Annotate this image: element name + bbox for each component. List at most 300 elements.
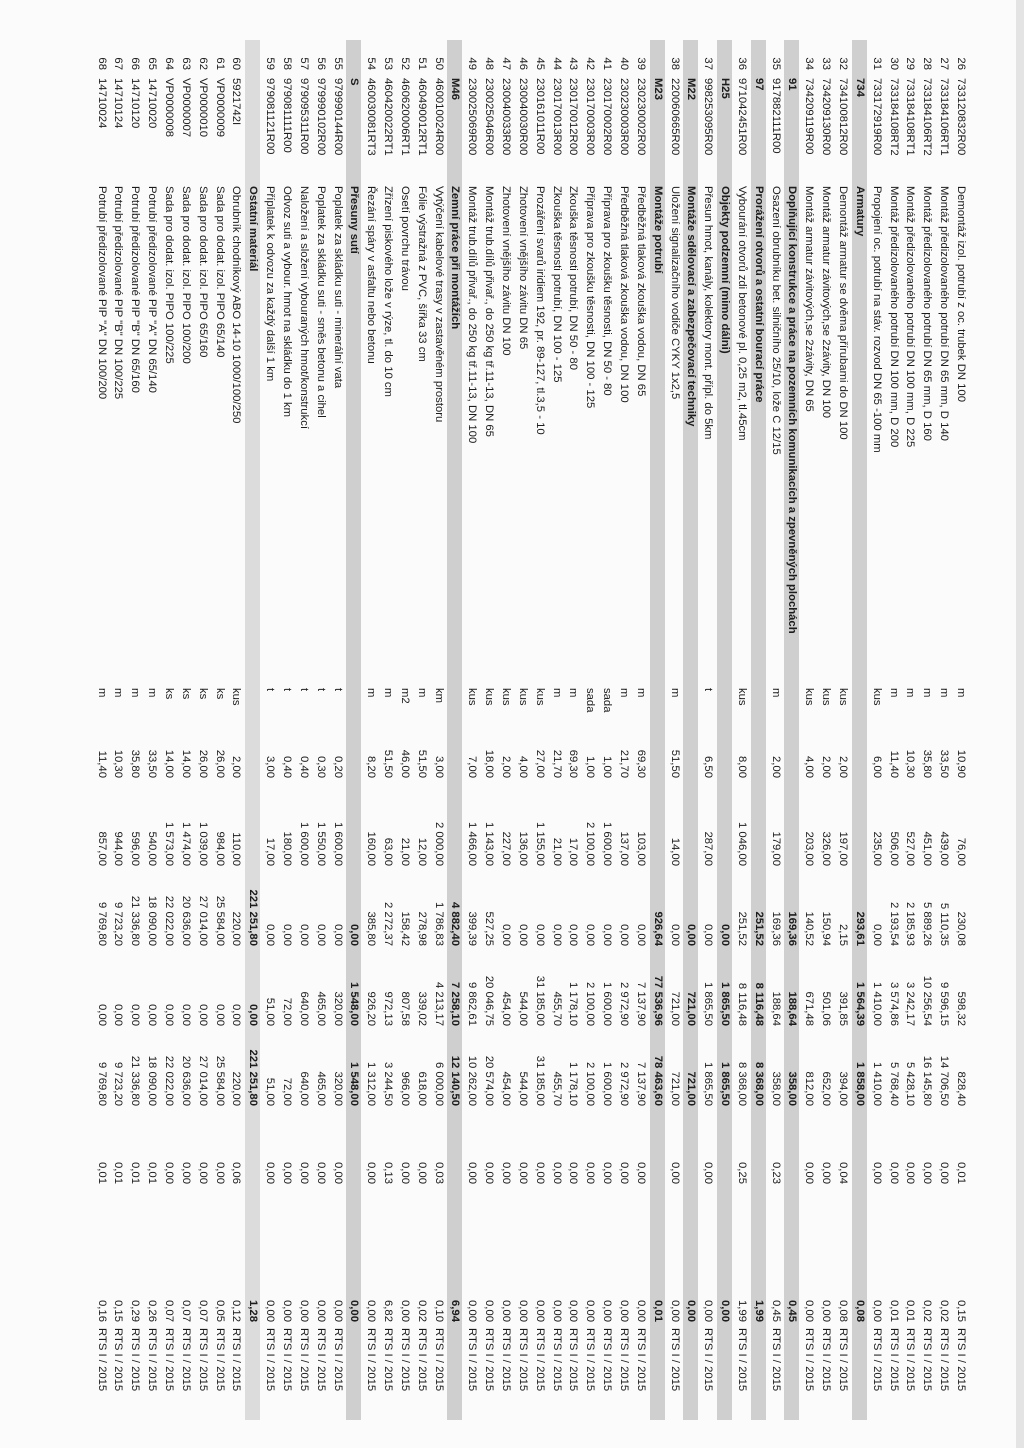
cell-total: 0,00 — [634, 924, 647, 946]
cell-desc: Příprava pro zkoušku těsnosti, DN 50 - 80 — [601, 186, 614, 396]
cell-b: 394,00 — [837, 1071, 850, 1106]
cell-qty: 1,00 — [601, 756, 614, 778]
cell-qty: 14,00 — [179, 749, 192, 778]
cell-b: 544,00 — [516, 1071, 529, 1106]
cell-a: 0,00 — [112, 1004, 125, 1026]
table-row — [296, 40, 311, 1420]
cell-code: 734 — [853, 78, 866, 97]
cell-desc: Sada pro dodat. izol. PIPO 65/160 — [196, 186, 209, 358]
cell-e: 0,45 — [769, 1300, 782, 1322]
cell-total: 5 110,35 — [938, 902, 951, 946]
cell-b: 14 706,50 — [938, 1055, 951, 1106]
cell-code: 97 — [752, 78, 765, 91]
cell-b: 9 769,80 — [95, 1062, 108, 1106]
section-header-row — [717, 40, 732, 1420]
cell-code: 14710020 — [146, 78, 159, 129]
cell-b: 25 584,00 — [213, 1055, 226, 1106]
cell-price: 1 474,00 — [179, 822, 192, 866]
cell-c: 0,00 — [803, 1162, 816, 1184]
cell-desc: Osazení obrubníku bet. silničního 25/10, lože C 12/15 — [769, 186, 782, 455]
cell-qty: 6,00 — [870, 756, 883, 778]
cell-unit: ks — [179, 688, 192, 700]
cell-price: 203,00 — [803, 831, 816, 866]
cell-b: 1 178,10 — [567, 1062, 580, 1106]
cell-unit: ks — [196, 688, 209, 700]
cell-total: 0,00 — [348, 924, 361, 946]
cell-price: 451,00 — [921, 831, 934, 866]
cell-b: 454,00 — [500, 1071, 513, 1106]
cell-b: 6 000,00 — [432, 1062, 445, 1106]
cell-a: 807,58 — [398, 991, 411, 1026]
cell-total: 399,39 — [466, 911, 479, 946]
cell-unit: m — [112, 688, 125, 698]
cell-cat: RTS I / 2015 — [281, 1328, 293, 1392]
cell-b: 27 014,00 — [196, 1055, 209, 1106]
cell-e: 0,01 — [651, 1300, 664, 1322]
table-row — [953, 40, 968, 1420]
cell-unit: m2 — [398, 688, 411, 704]
cell-price: 136,00 — [516, 831, 529, 866]
cell-code: 733184106RT2 — [921, 78, 934, 156]
cell-a: 501,06 — [820, 991, 833, 1026]
cell-desc: Montáž trub.dílů přivař., do 250 kg tř.11-13, DN 65 — [483, 186, 496, 437]
cell-a: 0,00 — [95, 1004, 108, 1026]
cell-desc: Montáž předizolovaného potrubí DN 100 mm, D 225 — [904, 186, 917, 448]
cell-code: 998253095R00 — [702, 78, 715, 156]
cell-no: 30 — [887, 57, 900, 70]
cell-qty: 4,00 — [516, 756, 529, 778]
cell-a: 1 865,50 — [702, 982, 715, 1026]
cell-desc: Příprava pro zkoušku těsnosti, DN 100 - 125 — [584, 186, 597, 409]
cell-desc: Zkouška těsnosti potrubí, DN 100 - 125 — [550, 186, 563, 383]
cell-a: 0,00 — [129, 1004, 142, 1026]
cell-cat: RTS I / 2015 — [365, 1328, 378, 1392]
cell-a: 0,00 — [163, 1004, 176, 1026]
cell-desc: Doplňující konstrukce a práce na pozemních komunikacích a zpevněných plochách — [786, 186, 799, 634]
cell-total: 527,25 — [483, 911, 496, 946]
cell-code: M46 — [449, 78, 462, 100]
cell-total: 140,52 — [803, 911, 816, 946]
table-row — [481, 40, 496, 1420]
cell-qty: 2,00 — [820, 756, 833, 778]
cell-c: 0,01 — [146, 1162, 159, 1184]
cell-b: 455,70 — [550, 1071, 563, 1106]
cell-unit: m — [955, 688, 967, 698]
table-row — [902, 40, 917, 1420]
cell-qty: 35,80 — [921, 749, 934, 778]
table-row — [700, 40, 715, 1420]
cell-price: 14,00 — [668, 837, 681, 866]
cell-c: 0,00 — [921, 1162, 934, 1184]
cell-b: 1 858,00 — [853, 1062, 866, 1106]
cell-desc: Vytýčení kabelové trasy v zastavěném prostoru — [432, 186, 445, 423]
table-row — [431, 40, 446, 1420]
cell-c: 0,03 — [432, 1162, 445, 1184]
cell-no: 43 — [567, 57, 580, 70]
cell-unit: kus — [533, 688, 546, 706]
cell-code: 917882111R00 — [769, 78, 782, 154]
cell-a: 2 100,00 — [584, 982, 597, 1026]
cell-no: 28 — [921, 57, 934, 70]
cell-e: 0,00 — [567, 1300, 580, 1322]
cell-desc: Sada pro dodat. izol. PIPO 100/200 — [179, 186, 192, 364]
cell-b: 72,00 — [281, 1077, 293, 1106]
cell-total: 9 723,20 — [112, 902, 125, 946]
cell-qty: 2,00 — [230, 756, 243, 778]
cell-unit: m — [567, 688, 580, 698]
table-row — [565, 40, 580, 1420]
cell-b: 16 145,80 — [921, 1055, 934, 1106]
cell-qty: 21,70 — [618, 749, 630, 778]
cell-c: 0,00 — [365, 1162, 378, 1184]
cell-price: 1 155,00 — [533, 822, 546, 866]
cell-c: 0,00 — [297, 1162, 310, 1184]
cell-total: 0,00 — [314, 924, 327, 946]
cell-c: 0,25 — [735, 1162, 748, 1184]
cell-cat: RTS I / 2015 — [331, 1328, 344, 1392]
section-header-row — [448, 40, 463, 1420]
cell-no: 52 — [398, 57, 411, 70]
cell-no: 51 — [415, 57, 428, 70]
cell-price: 21,00 — [550, 837, 563, 866]
cell-desc: Montáž armatur závitových,se 2závity, DN 65 — [803, 186, 816, 412]
cell-cat: RTS I / 2015 — [146, 1328, 159, 1392]
table-row — [515, 40, 530, 1420]
cell-e: 6,94 — [449, 1300, 462, 1322]
cell-b: 966,00 — [398, 1071, 411, 1106]
cell-b: 10 262,00 — [466, 1055, 479, 1106]
cell-code: 230025069R00 — [466, 78, 479, 156]
cell-qty: 0,20 — [331, 756, 344, 778]
cell-cat: RTS I / 2015 — [837, 1328, 850, 1392]
cell-price: 857,00 — [95, 831, 108, 866]
cell-code: 230025046R00 — [483, 78, 496, 156]
cell-c: 0,00 — [500, 1162, 513, 1184]
table-row — [178, 40, 193, 1420]
cell-a: 972,13 — [382, 991, 395, 1026]
cell-price: 180,00 — [281, 831, 293, 866]
cell-desc: Vybourání otvorů zdi betonové pl. 0,25 m2, tl.45cm — [735, 186, 748, 441]
cell-total: 0,00 — [533, 924, 546, 946]
cell-a: 926,20 — [365, 991, 378, 1026]
cell-no: 61 — [213, 57, 226, 70]
cell-e: 1,99 — [735, 1300, 748, 1322]
cell-price: 540,00 — [146, 831, 159, 866]
cell-no: 67 — [112, 57, 125, 70]
cell-e: 0,02 — [921, 1300, 934, 1322]
cell-a: 20 046,75 — [483, 975, 496, 1026]
cell-cat: RTS I / 2015 — [820, 1328, 833, 1392]
cell-code: 230170013R00 — [550, 78, 563, 156]
cell-qty: 51,50 — [415, 749, 428, 778]
cell-a: 3 242,17 — [904, 982, 917, 1026]
cell-a: 1 865,50 — [719, 982, 732, 1026]
cell-qty: 27,00 — [533, 749, 546, 778]
cell-c: 0,00 — [668, 1162, 681, 1184]
cell-e: 0,01 — [904, 1300, 917, 1322]
table-row — [818, 40, 833, 1420]
cell-a: 455,70 — [550, 991, 563, 1026]
cell-e: 0,08 — [837, 1300, 850, 1322]
cell-desc: Montáž předizolovaného potrubí DN 100 mm, D 200 — [887, 186, 900, 448]
cell-a: 72,00 — [281, 997, 293, 1026]
cell-cat: RTS I / 2015 — [921, 1328, 934, 1392]
cell-e: 0,00 — [550, 1300, 563, 1322]
cell-code: 460010024R00 — [432, 78, 445, 156]
cell-unit: t — [281, 688, 293, 692]
table-row — [599, 40, 614, 1420]
cell-c: 0,00 — [415, 1162, 428, 1184]
cell-cat: RTS I / 2015 — [618, 1328, 630, 1392]
cell-total: 2 193,54 — [887, 902, 900, 946]
cell-total: 1 786,83 — [432, 902, 445, 946]
cell-desc: Příplatek k odvozu za každý další 1 km — [264, 186, 277, 382]
cell-desc: Zemní práce při montážích — [449, 186, 462, 330]
cell-desc: Sada pro dodat. izol. PIPO 65/140 — [213, 186, 226, 358]
cell-total: 0,00 — [668, 924, 681, 946]
cell-no: 44 — [550, 57, 563, 70]
cell-code: 460420022RT1 — [382, 78, 395, 156]
cell-cat: RTS I / 2015 — [163, 1328, 176, 1392]
cell-no: 34 — [803, 57, 816, 70]
cell-c: 0,00 — [904, 1162, 917, 1184]
cell-b: 1 865,50 — [719, 1062, 732, 1106]
cell-a: 544,00 — [516, 991, 529, 1026]
cell-total: 2 272,37 — [382, 902, 395, 946]
cell-total: 293,61 — [853, 911, 866, 946]
cell-a: 1 410,00 — [870, 982, 883, 1026]
cell-no: 35 — [769, 57, 782, 70]
cell-total: 2 185,93 — [904, 902, 917, 946]
cell-c: 0,01 — [129, 1162, 142, 1184]
cell-no: 59 — [264, 57, 277, 70]
cell-unit: kus — [483, 688, 496, 706]
cell-no: 41 — [601, 57, 614, 70]
table-row — [228, 40, 243, 1420]
cell-code: VP0000010 — [196, 78, 209, 138]
cell-qty: 18,00 — [483, 749, 496, 778]
cell-c: 0,00 — [314, 1162, 327, 1184]
cell-desc: Montáže sdělovací a zabezpečovací techniky — [685, 186, 698, 427]
cell-cat: RTS I / 2015 — [887, 1328, 900, 1392]
cell-unit: m — [921, 688, 934, 698]
cell-price: 76,00 — [955, 837, 967, 866]
cell-a: 339,02 — [415, 991, 428, 1026]
cell-unit: m — [129, 688, 142, 698]
cell-c: 0,01 — [95, 1162, 108, 1184]
cell-qty: 2,00 — [769, 756, 782, 778]
cell-e: 0,00 — [331, 1300, 344, 1322]
cell-cat: RTS I / 2015 — [129, 1328, 142, 1392]
cell-cat: RTS I / 2015 — [904, 1328, 917, 1392]
cell-total: 25 584,00 — [213, 895, 226, 946]
cell-unit: m — [634, 688, 647, 698]
cell-no: 60 — [230, 57, 243, 70]
cell-c: 0,23 — [769, 1162, 782, 1184]
cell-c: 0,00 — [820, 1162, 833, 1184]
cell-unit: t — [314, 688, 327, 692]
cell-cat: RTS I / 2015 — [870, 1328, 883, 1392]
cell-cat: RTS I / 2015 — [382, 1328, 395, 1392]
cell-a: 10 256,54 — [921, 975, 934, 1026]
cell-unit: kus — [837, 688, 850, 706]
cell-e: 0,00 — [297, 1300, 310, 1322]
cell-a: 188,64 — [786, 991, 799, 1026]
cell-no: 46 — [516, 57, 529, 70]
cell-a: 465,00 — [314, 991, 327, 1026]
cell-a: 0,00 — [179, 1004, 192, 1026]
table-row — [279, 40, 294, 1420]
cell-code: 230170002R00 — [601, 78, 614, 156]
cell-code: 971042451R00 — [735, 78, 748, 156]
cell-no: 37 — [702, 57, 715, 70]
cell-cat: RTS I / 2015 — [112, 1328, 125, 1392]
cell-c: 0,00 — [163, 1162, 176, 1184]
cell-e: 0,00 — [483, 1300, 496, 1322]
cell-cat: RTS I / 2015 — [196, 1328, 209, 1392]
cell-a: 320,00 — [331, 991, 344, 1026]
cell-e: 0,00 — [348, 1300, 361, 1322]
cell-desc: Potrubí předizolované PIP "B" DN 65/160 — [129, 186, 142, 393]
cell-no: 68 — [95, 57, 108, 70]
cell-price: 235,00 — [870, 831, 883, 866]
cell-code: 460030081RT3 — [365, 78, 378, 156]
cell-no: 58 — [281, 57, 293, 70]
cell-desc: Prorážení otvorů a ostatní bourací práce — [752, 186, 765, 403]
cell-a: 721,00 — [668, 991, 681, 1026]
cell-a: 0,00 — [146, 1004, 159, 1026]
cell-desc: Zřízení piskového lože v rýze, tl. do 10 cm — [382, 186, 395, 397]
cell-price: 2 100,00 — [584, 822, 597, 866]
table-row — [380, 40, 395, 1420]
cell-c: 0,00 — [938, 1162, 951, 1184]
cell-price: 137,00 — [618, 831, 630, 866]
cell-cat: RTS I / 2015 — [550, 1328, 563, 1392]
cell-price: 63,00 — [382, 837, 395, 866]
cell-unit: m — [146, 688, 159, 698]
cell-cat: RTS I / 2015 — [415, 1328, 428, 1392]
cell-cat: RTS I / 2015 — [432, 1328, 445, 1392]
cell-b: 721,00 — [668, 1071, 681, 1106]
cell-cat: RTS I / 2015 — [803, 1328, 816, 1392]
cell-total: 0,00 — [500, 924, 513, 946]
table-row — [464, 40, 479, 1420]
cell-code: 230170012R00 — [567, 78, 580, 156]
table-row — [886, 40, 901, 1420]
table-row — [633, 40, 648, 1420]
cell-total: 22 022,00 — [163, 895, 176, 946]
cell-unit: m — [887, 688, 900, 698]
cell-code: M22 — [685, 78, 698, 100]
cell-code: 230161011R00 — [533, 78, 546, 155]
cell-cat: RTS I / 2015 — [668, 1328, 681, 1392]
cell-b: 1 600,00 — [601, 1062, 614, 1106]
table-row — [667, 40, 682, 1420]
cell-b: 221 251,80 — [247, 1049, 260, 1106]
cell-code: 734100812R00 — [837, 78, 850, 156]
cell-c: 0,00 — [870, 1162, 883, 1184]
cell-qty: 3,00 — [432, 756, 445, 778]
table-row — [144, 40, 159, 1420]
cell-price: 527,00 — [904, 831, 917, 866]
cell-code: 460490012RT1 — [415, 78, 428, 156]
table-row — [212, 40, 227, 1420]
cell-code: 230230003R00 — [618, 78, 630, 156]
cell-unit: m — [382, 688, 395, 698]
table-row — [532, 40, 547, 1420]
cell-e: 0,00 — [314, 1300, 327, 1322]
cell-no: 50 — [432, 57, 445, 70]
cell-qty: 51,50 — [382, 749, 395, 778]
cell-b: 7 137,90 — [634, 1062, 647, 1106]
cell-code: 733184108RT1 — [904, 78, 917, 156]
cell-desc: Ostatní materiál — [247, 186, 260, 272]
cell-total: 0,00 — [601, 924, 614, 946]
cell-cat: RTS I / 2015 — [213, 1328, 226, 1392]
cell-a: 4 213,17 — [432, 982, 445, 1026]
cell-unit: ks — [213, 688, 226, 700]
cell-total: 18 090,00 — [146, 895, 159, 946]
cell-desc: Zhotovení vnějšího závitu DN 100 — [500, 186, 513, 356]
cell-total: 5 889,26 — [921, 902, 934, 946]
cell-qty: 10,30 — [904, 749, 917, 778]
cell-no: 29 — [904, 57, 917, 70]
cell-price: 17,00 — [567, 837, 580, 866]
cell-b: 618,00 — [415, 1071, 428, 1106]
cell-b: 5 768,40 — [887, 1062, 900, 1106]
cell-b: 828,40 — [955, 1071, 967, 1106]
cell-b: 2 100,00 — [584, 1062, 597, 1106]
cell-qty: 11,40 — [95, 750, 108, 778]
cell-cat: RTS I / 2015 — [230, 1328, 243, 1392]
cell-c: 0,00 — [601, 1162, 614, 1184]
cell-unit: m — [769, 688, 782, 698]
table-row — [734, 40, 749, 1420]
cell-desc: Odvoz suti a vybour. hmot na skládku do 1 km — [281, 186, 293, 418]
cell-c: 0,00 — [466, 1162, 479, 1184]
cell-qty: 69,30 — [634, 749, 647, 778]
cell-e: 0,02 — [415, 1300, 428, 1322]
cell-total: 0,00 — [297, 924, 310, 946]
cell-unit: kus — [466, 688, 479, 706]
cell-desc: Montáže potrubí — [651, 186, 664, 274]
cell-c: 0,00 — [516, 1162, 529, 1184]
cell-qty: 2,00 — [500, 756, 513, 778]
cell-total: 0,00 — [281, 924, 293, 946]
cell-unit: kus — [516, 688, 529, 706]
cell-price: 21,00 — [398, 837, 411, 866]
cell-a: 0,00 — [196, 1004, 209, 1026]
cell-code: 14710120 — [129, 78, 142, 129]
cell-b: 31 185,00 — [533, 1055, 546, 1106]
cell-e: 0,00 — [601, 1300, 614, 1322]
cell-code: 230170003R00 — [584, 78, 597, 156]
cell-price: 1 600,00 — [601, 822, 614, 866]
cell-unit: t — [264, 688, 277, 692]
cell-a: 2 972,90 — [618, 982, 630, 1026]
cell-no: 53 — [382, 57, 395, 70]
cell-e: 0,00 — [500, 1300, 513, 1322]
cell-no: 39 — [634, 57, 647, 70]
table-row — [549, 40, 564, 1420]
section-header-row — [650, 40, 665, 1420]
cell-e: 0,00 — [264, 1300, 277, 1322]
section-header-row — [346, 40, 361, 1420]
cell-desc: Montáž předizolovaného potrubí DN 65 mm, D 140 — [938, 186, 951, 441]
cell-price: 596,00 — [129, 831, 142, 866]
table-row — [498, 40, 513, 1420]
cell-b: 1 865,50 — [702, 1062, 715, 1106]
